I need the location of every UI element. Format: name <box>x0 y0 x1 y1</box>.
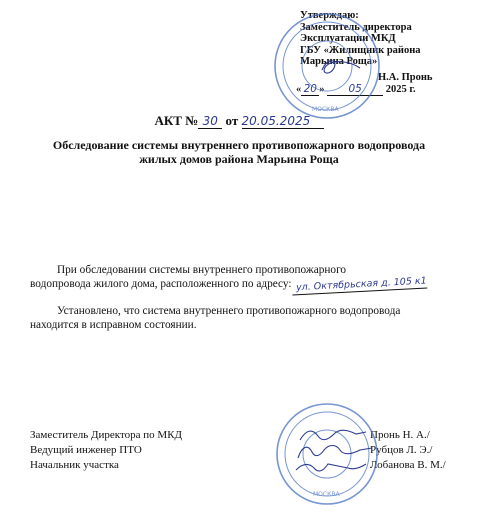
body-paragraph-2-line-1: Установлено, что система внутреннего противопожарного водопровода <box>57 305 401 317</box>
signature-name: Пронь Н. А./ <box>370 429 430 441</box>
approval-organization: ГБУ «Жилищник района <box>300 44 421 56</box>
approval-department: Эксплуатации МКД <box>300 33 396 44</box>
approval-month: 05 <box>327 83 383 96</box>
body-paragraph-2-line-2: находится в исправном состоянии. <box>30 319 197 331</box>
approval-date: « 20 » 05 2025 г. <box>296 83 416 95</box>
stamp-city-text: МОСКВА <box>312 106 339 113</box>
approval-day: 20 <box>301 83 319 96</box>
act-date: 20.05.2025 <box>242 114 324 129</box>
approval-signature <box>322 61 360 73</box>
address: ул. Октябрьская д. 105 к1 <box>291 274 426 295</box>
subject-line-1: Обследование системы внутреннего противопожарного водопровода <box>52 138 426 152</box>
approval-year: 2025 г. <box>385 84 416 95</box>
signature-position: Заместитель Директора по МКД <box>30 429 183 441</box>
approval-name: Н.А. Пронь <box>378 72 433 83</box>
approval-position: Заместитель директора <box>300 21 412 33</box>
signature-pron <box>300 430 366 440</box>
signature-name: Лобанова В. М./ <box>370 459 446 471</box>
body-paragraph-1-line-2: водопровода жилого дома, расположенного по адресу: ул. Октябрьская д. 105 к1 <box>30 278 426 292</box>
body-paragraph-1-line-1: При обследовании системы внутреннего противопожарного <box>57 264 347 276</box>
subject-line-2: жилых домов района Марьина Роща <box>139 152 339 166</box>
signature-rubtsov <box>298 446 372 459</box>
act-from: от <box>225 113 239 128</box>
approval-district: Марьина Роща» <box>300 56 378 67</box>
act-prefix: АКТ № <box>154 113 199 128</box>
stamp-city-text: МОСКВА <box>313 491 340 498</box>
signature-position: Начальник участка <box>30 459 119 471</box>
signature-position: Ведущий инженер ПТО <box>30 444 142 456</box>
approval-heading: Утверждаю: <box>300 10 359 21</box>
signature-lobanova <box>296 464 366 471</box>
signature-name: Рубцов Л. Э./ <box>370 444 433 456</box>
approval-stamp <box>275 14 379 118</box>
act-number: 30 <box>198 114 222 129</box>
handwritten-signatures <box>296 430 372 471</box>
official-stamp <box>277 404 377 504</box>
